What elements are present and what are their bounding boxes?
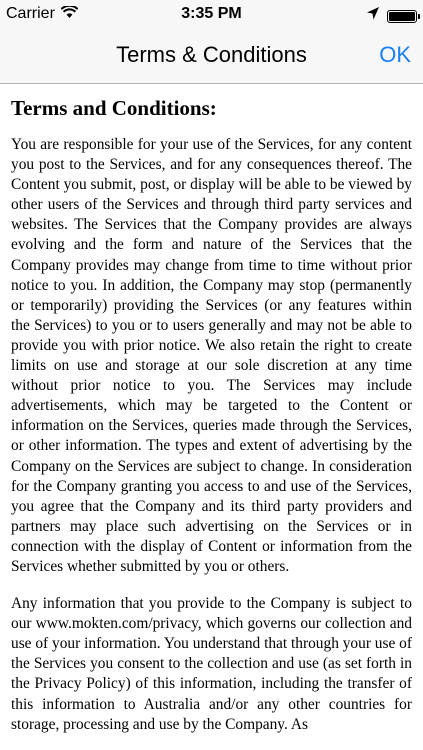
terms-paragraph: You are responsible for your use of the Services, for any content you post to the Services, and for any consequences thereof. The Content you submit, post, or display will be able to be viewed by other users of the Services and through third party services and websites. The Services that the Company provides are always evolving and the form and nature of the Services that the Company provides may change from time to time without prior notice to you. In addition, the Company may stop (permanently or temporarily) providing the Services (or any features within the Services) to you or to users generally and may not be able to provide you with prior notice. We also retain the right to create limits on use and storage at our sole discretion at any time without prior notice to you. The Services may include advertisements, which may be targeted to the Content or information on the Services, queries made through the Services, or other information. The types and extent of advertising by the Company on the Services are subject to change. In consideration for the Company granting you access to and use of the Services, you agree that the Company and its third party providers and partners may place such advertising on the Services or in connection with the display of Content or information from the Services whether submitted by you or others. bbox=[11, 136, 412, 575]
navigation-bar bbox=[0, 30, 423, 84]
terms-content[interactable] bbox=[0, 85, 423, 750]
carrier-label: Carrier bbox=[6, 5, 55, 22]
location-arrow-icon bbox=[367, 7, 379, 25]
status-time: 3:35 PM bbox=[181, 5, 242, 22]
terms-heading: Terms and Conditions: bbox=[11, 96, 217, 120]
battery-fill bbox=[389, 12, 415, 21]
battery-icon bbox=[387, 10, 417, 23]
terms-paragraph: Any information that you provide to the Company is subject to our www.mokten.com/privacy, which governs our collection and use of your information. You understand that through your use of the Services you consent to the collection and use (as set forth in the Privacy Policy) of this information, including the transfer of this information to Australia and/or any other countries for storage, processing and use by the Company. As bbox=[11, 595, 412, 733]
status-right bbox=[367, 7, 417, 25]
page-title: Terms & Conditions bbox=[116, 42, 307, 67]
ok-button[interactable]: OK bbox=[379, 42, 411, 67]
status-bar bbox=[0, 0, 423, 30]
